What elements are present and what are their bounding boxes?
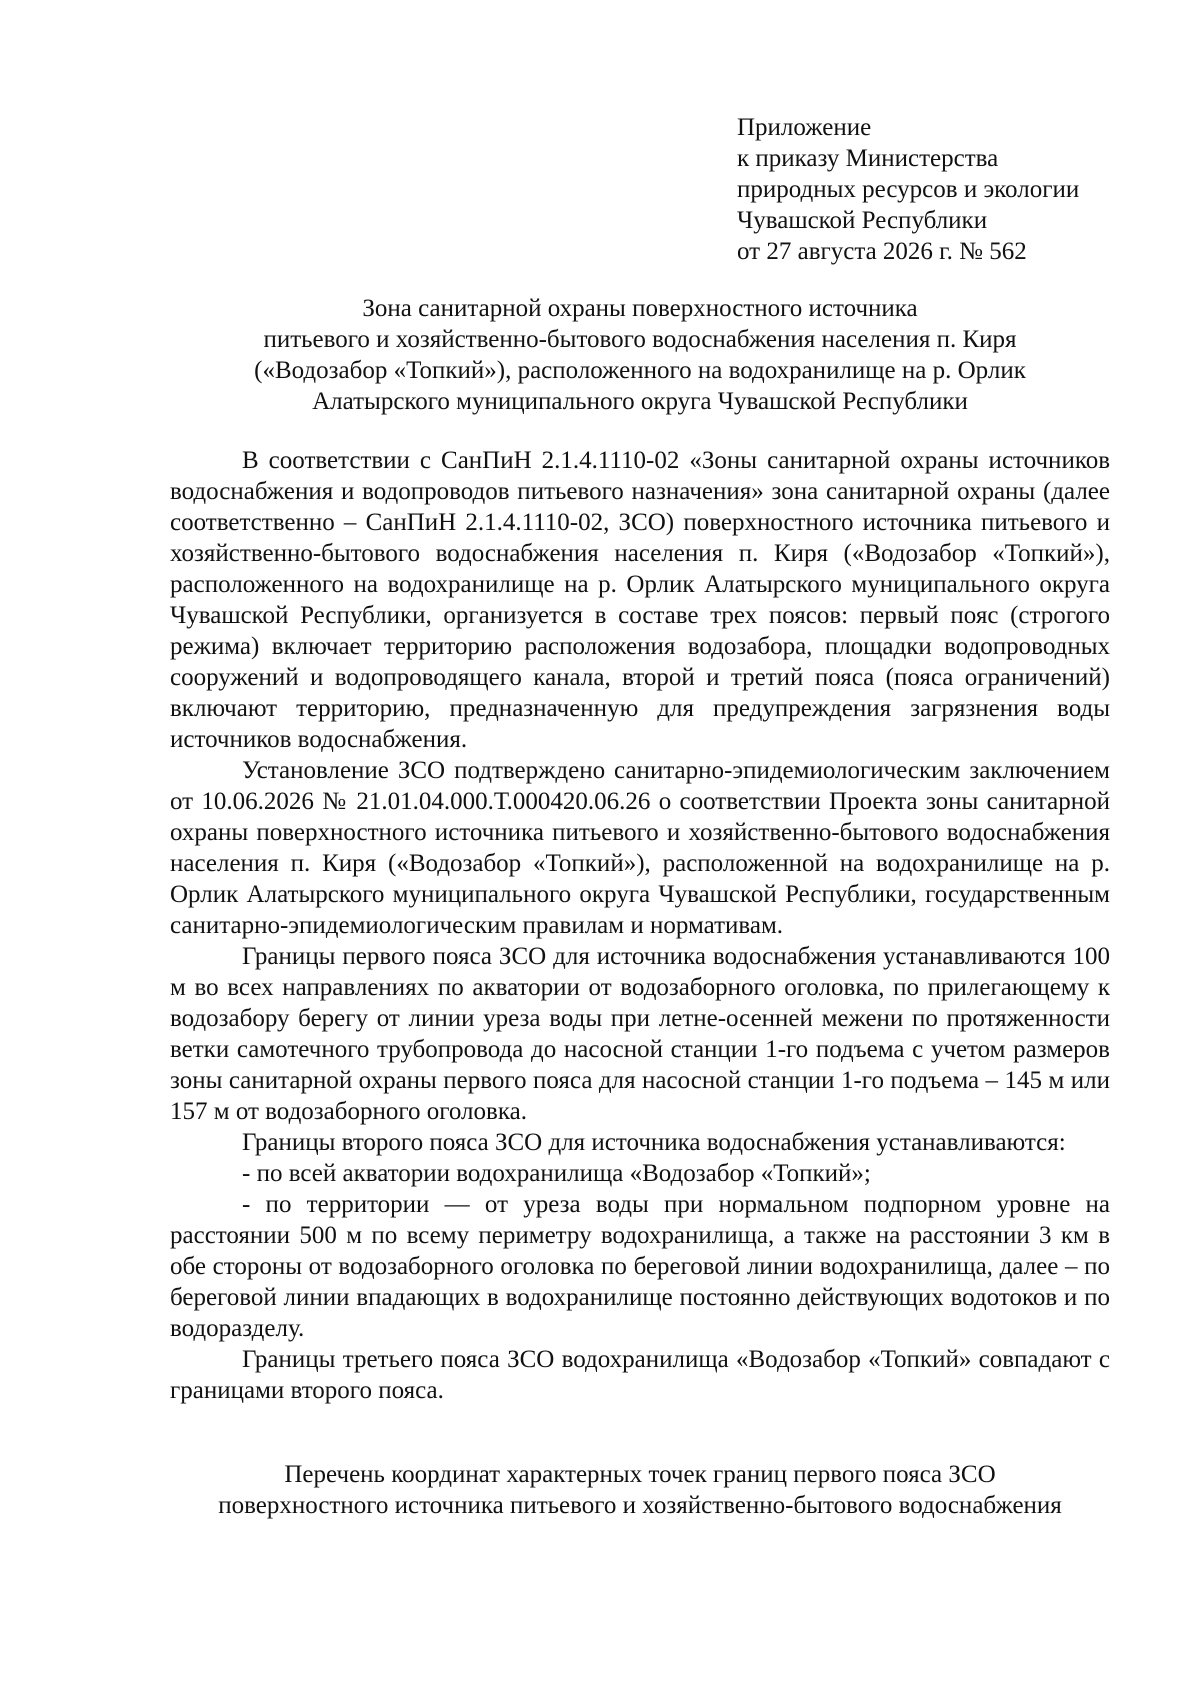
section-title-line-1: Перечень координат характерных точек границ первого пояса ЗСО [284,1461,996,1488]
appendix-header [737,112,1177,267]
appendix-line-4: Чувашской Республики [737,207,988,234]
appendix-line-1: Приложение [737,114,872,141]
section-title-line-2: поверхностного источника питьевого и хозяйственно-бытового водоснабжения [218,1492,1062,1519]
title-line-2: питьевого и хозяйственно-бытового водоснабжения населения п. Киря [263,326,1017,353]
paragraph-third-belt: Границы третьего пояса ЗСО водохранилища «Водозабор «Топкий» совпадают с границами второго пояса. [170,1346,1110,1404]
document-body [170,445,1110,1406]
paragraph-first-belt: Границы первого пояса ЗСО для источника водоснабжения устанавливаются 100 м во всех направлениях по акватории от водозаборного оголовка, по прилегающему к водозабору берегу от линии уреза воды при летне-осенней межени по протяженности ветки самотечного трубопровода до насосной станции 1-го подъема с учетом размеров зоны санитарной охраны первого пояса для насосной станции 1-го подъема – 145 м или 157 м от водозаборного оголовка. [170,943,1110,1125]
title-line-3: («Водозабор «Топкий»), расположенного на водохранилище на р. Орлик [254,357,1026,384]
coordinates-section-title [170,1459,1110,1521]
appendix-line-3: природных ресурсов и экологии [737,176,1080,203]
paragraph-second-belt-territory: - по территории — от уреза воды при нормальном подпорном уровне на расстоянии 500 м по всему периметру водохранилища, а также на расстоянии 3 км в обе стороны от водозаборного оголовка по береговой линии водохранилища, далее – по береговой линии впадающих в водохранилище постоянно действующих водотоков и по водоразделу. [170,1191,1110,1342]
appendix-line-2: к приказу Министерства [737,145,999,172]
paragraph-second-belt-water-area: - по всей акватории водохранилища «Водозабор «Топкий»; [242,1160,871,1187]
paragraph-second-belt-intro: Границы второго пояса ЗСО для источника водоснабжения устанавливаются: [242,1129,1066,1156]
paragraph-zso-conclusion: Установление ЗСО подтверждено санитарно-эпидемиологическим заключением от 10.06.2026 № 21.01.04.000.Т.000420.06.26 о соответствии Проекта зоны санитарной охраны поверхностного источника питьевого и хозяйственно-бытового водоснабжения населения п. Киря («Водозабор «Топкий»), расположенной на водохранилище на р. Орлик Алатырского муниципального округа Чувашской Республики, государственным санитарно-эпидемиологическим правилам и нормативам. [170,757,1110,939]
title-line-4: Алатырского муниципального округа Чувашской Республики [312,388,968,415]
paragraph-zso-composition: В соответствии с СанПиН 2.1.4.1110-02 «Зоны санитарной охраны источников водоснабжения и водопроводов питьевого назначения» зона санитарной охраны (далее соответственно – СанПиН 2.1.4.1110-02, ЗСО) поверхностного источника питьевого и хозяйственно-бытового водоснабжения населения п. Киря («Водозабор «Топкий»), расположенного на водохранилище на р. Орлик Алатырского муниципального округа Чувашской Республики, организуется в составе трех поясов: первый пояс (строгого режима) включает территорию расположения водозабора, площадки водопроводных сооружений и водопроводящего канала, второй и третий пояса (пояса ограничений) включают территорию, предназначенную для предупреждения загрязнения воды источников водоснабжения. [170,447,1110,753]
appendix-line-5: от 27 августа 2026 г. № 562 [737,238,1027,265]
title-line-1: Зона санитарной охраны поверхностного источника [362,295,918,322]
document-title [170,293,1110,417]
